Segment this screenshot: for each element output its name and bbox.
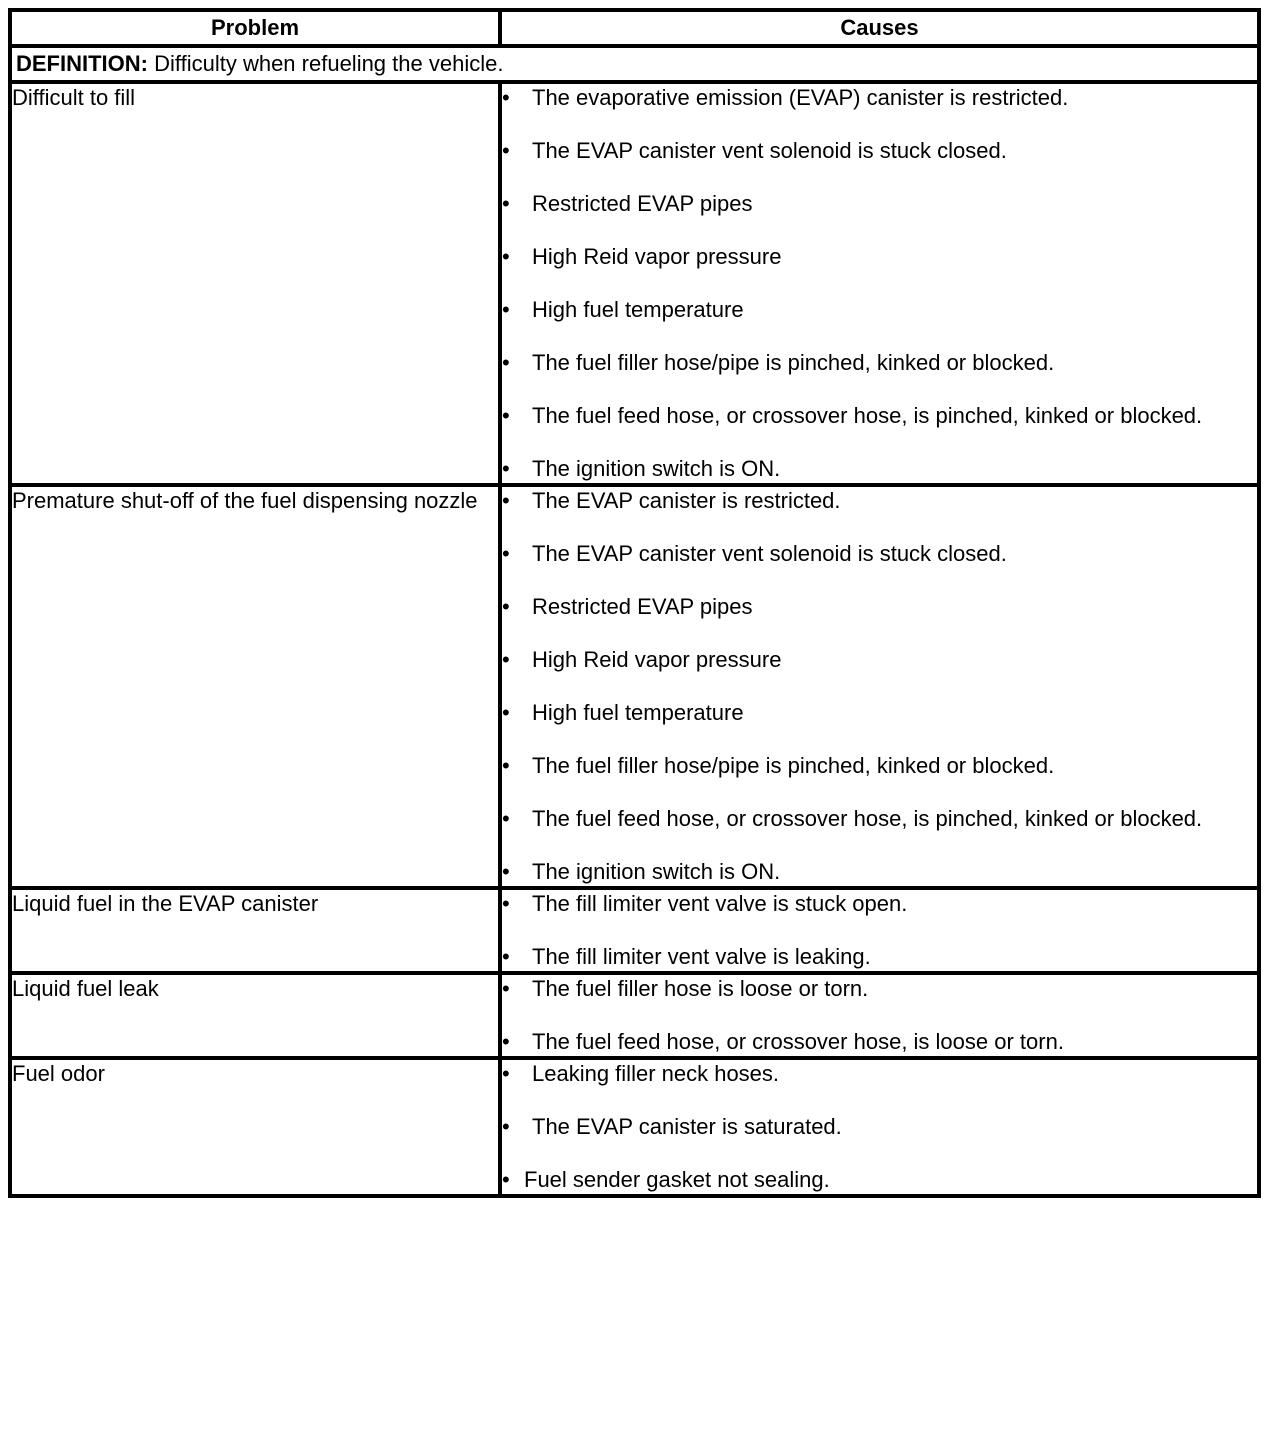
cause-item: [502, 752, 1257, 780]
problem-cell: Premature shut-off of the fuel dispensing nozzle: [10, 485, 500, 888]
cause-item: [502, 243, 1257, 271]
cause-item: [502, 943, 1257, 971]
causes-cell: [500, 82, 1259, 485]
bullet-icon: •: [502, 191, 510, 216]
cause-item: [502, 646, 1257, 674]
bullet-icon: •: [502, 647, 510, 672]
cause-text: Fuel sender gasket not sealing.: [524, 1167, 830, 1192]
cause-item: [502, 593, 1257, 621]
cause-text: Restricted EVAP pipes: [532, 191, 753, 216]
cause-text: High fuel temperature: [532, 700, 744, 725]
cause-item: [502, 699, 1257, 727]
definition-text: Difficulty when refueling the vehicle.: [148, 51, 504, 76]
causes-cell: [500, 973, 1259, 1058]
cause-text: The ignition switch is ON.: [532, 859, 781, 884]
cause-text: The fuel filler hose/pipe is pinched, kinked or blocked.: [532, 350, 1055, 375]
bullet-icon: •: [502, 1061, 510, 1086]
problem-cell: Liquid fuel in the EVAP canister: [10, 888, 500, 973]
cause-text: The fill limiter vent valve is stuck open.: [532, 891, 908, 916]
causes-cell: [500, 485, 1259, 888]
bullet-icon: •: [502, 1029, 510, 1054]
cause-item: [502, 540, 1257, 568]
cause-text: High fuel temperature: [532, 297, 744, 322]
table-row: [10, 973, 1259, 1058]
bullet-icon: •: [502, 594, 510, 619]
cause-item: [502, 805, 1257, 833]
bullet-icon: •: [502, 976, 510, 1001]
cause-text: High Reid vapor pressure: [532, 244, 782, 269]
cause-item: [502, 137, 1257, 165]
bullet-icon: •: [502, 541, 510, 566]
cause-text: High Reid vapor pressure: [532, 647, 782, 672]
cause-text: The fill limiter vent valve is leaking.: [532, 944, 871, 969]
bullet-icon: •: [502, 350, 510, 375]
bullet-icon: •: [502, 944, 510, 969]
cause-text: The fuel feed hose, or crossover hose, is loose or torn.: [532, 1029, 1064, 1054]
cause-text: The EVAP canister is restricted.: [532, 488, 841, 513]
table-row: [10, 888, 1259, 973]
cause-item: [502, 190, 1257, 218]
cause-text: The EVAP canister is saturated.: [532, 1114, 842, 1139]
cause-text: The fuel feed hose, or crossover hose, is pinched, kinked or blocked.: [532, 806, 1203, 831]
cause-text: The fuel feed hose, or crossover hose, is pinched, kinked or blocked.: [532, 403, 1203, 428]
cause-item: [502, 84, 1257, 112]
cause-item: [502, 1113, 1257, 1141]
cause-item: [502, 1166, 1257, 1194]
cause-text: Leaking filler neck hoses.: [532, 1061, 780, 1086]
cause-text: The fuel filler hose/pipe is pinched, kinked or blocked.: [532, 753, 1055, 778]
cause-text: The EVAP canister vent solenoid is stuck closed.: [532, 138, 1007, 163]
bullet-icon: •: [502, 456, 510, 481]
problem-column-header: Problem: [10, 10, 500, 46]
diagnostic-table: [8, 8, 1261, 1198]
cause-text: The evaporative emission (EVAP) canister is restricted.: [532, 85, 1069, 110]
bullet-icon: •: [502, 1167, 510, 1192]
table-row: [10, 82, 1259, 485]
cause-item: [502, 1028, 1257, 1056]
problem-cell: Fuel odor: [10, 1058, 500, 1196]
cause-text: The fuel filler hose is loose or torn.: [532, 976, 869, 1001]
bullet-icon: •: [502, 859, 510, 884]
problem-cell: Liquid fuel leak: [10, 973, 500, 1058]
bullet-icon: •: [502, 806, 510, 831]
cause-text: The EVAP canister vent solenoid is stuck closed.: [532, 541, 1007, 566]
definition-row: [10, 46, 1259, 82]
cause-list: [502, 890, 1257, 971]
bullet-icon: •: [502, 891, 510, 916]
bullet-icon: •: [502, 244, 510, 269]
cause-item: [502, 296, 1257, 324]
cause-item: [502, 402, 1257, 430]
cause-list: [502, 84, 1257, 483]
bullet-icon: •: [502, 403, 510, 428]
cause-text: Restricted EVAP pipes: [532, 594, 753, 619]
cause-item: [502, 858, 1257, 886]
bullet-icon: •: [502, 1114, 510, 1139]
table-header-row: [10, 10, 1259, 46]
cause-list: [502, 1060, 1257, 1194]
definition-label: DEFINITION:: [16, 51, 148, 76]
cause-item: [502, 487, 1257, 515]
causes-cell: [500, 1058, 1259, 1196]
causes-column-header: Causes: [500, 10, 1259, 46]
table-row: [10, 485, 1259, 888]
cause-list: [502, 975, 1257, 1056]
table-row: [10, 1058, 1259, 1196]
cause-item: [502, 349, 1257, 377]
definition-cell: [10, 46, 1259, 82]
bullet-icon: •: [502, 297, 510, 322]
cause-item: [502, 975, 1257, 1003]
cause-list: [502, 487, 1257, 886]
bullet-icon: •: [502, 753, 510, 778]
bullet-icon: •: [502, 85, 510, 110]
problem-cell: Difficult to fill: [10, 82, 500, 485]
cause-item: [502, 890, 1257, 918]
bullet-icon: •: [502, 138, 510, 163]
cause-item: [502, 1060, 1257, 1088]
bullet-icon: •: [502, 488, 510, 513]
cause-text: The ignition switch is ON.: [532, 456, 781, 481]
bullet-icon: •: [502, 700, 510, 725]
causes-cell: [500, 888, 1259, 973]
cause-item: [502, 455, 1257, 483]
